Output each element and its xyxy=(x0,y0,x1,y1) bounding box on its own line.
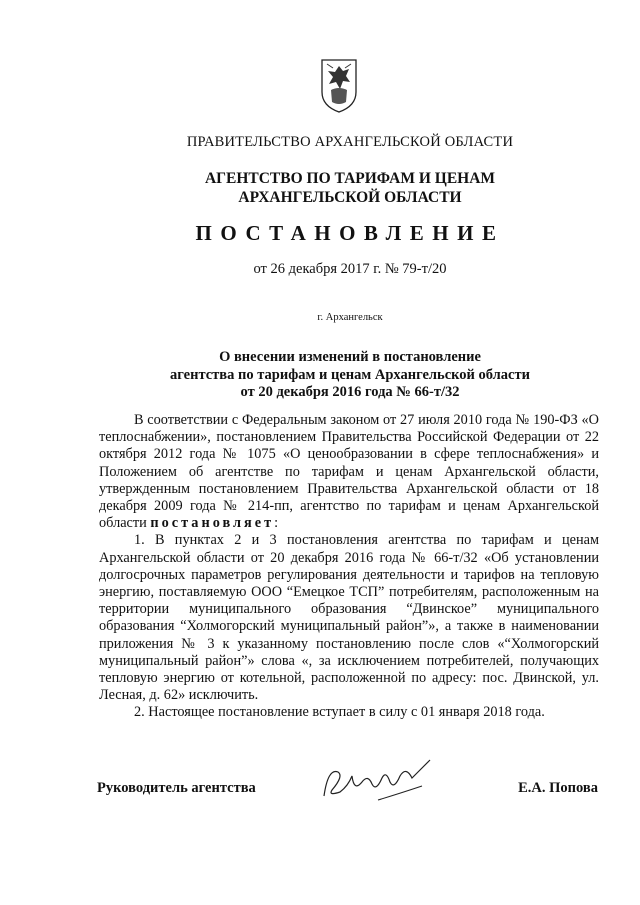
handwritten-signature-icon xyxy=(318,756,438,806)
document-body xyxy=(99,412,599,722)
document-type: ПОСТАНОВЛЕНИЕ xyxy=(195,221,505,245)
title-line: агентства по тарифам и ценам Архангельской области xyxy=(170,366,530,383)
city: г. Архангельск xyxy=(317,312,383,323)
signatory-role: Руководитель агентства xyxy=(97,780,256,796)
agency-line: АГЕНТСТВО ПО ТАРИФАМ И ЦЕНАМ xyxy=(204,170,496,187)
item-2-paragraph: 2. Настоящее постановление вступает в силу с 01 января 2018 года. xyxy=(134,704,545,721)
resolves-word: постановляет xyxy=(150,515,275,532)
preamble-text: В соответствии с Федеральным законом от 27 июля 2010 года № 190-ФЗ «О теплоснабжении», постановлением Правительства Российской Федерации от 22 октября 2012 года № 1075 «О ценообразовании в сфере теплоснабжения» и Положением об агентстве по тарифам и ценам Архангельской области, утвержденным постановлением Правительства Архангельской области от 18 декабря 2009 года № 214-пп, агентство по тарифам и ценам Архангельской области xyxy=(99,412,599,532)
title-line: О внесении изменений в постановление xyxy=(219,349,481,365)
item-1-paragraph: 1. В пунктах 2 и 3 постановления агентства по тарифам и ценам Архангельской области от 20 декабря 2016 года № 66-т/32 «Об установлении долгосрочных параметров регулирования деятельности и тарифов на тепловую энергию, поставляемую ООО “Емецкое ТСП” потребителям, расположенным на территории муниципального образования “Двинское” муниципального образования “Холмогорский муниципальный район”», а также в наименовании приложения № 3 к указанному постановлению после слов «“Холмогорский муниципальный район”» слова «, за исключением потребителей, получающих тепловую энергию от котельной, расположенной по адресу: пос. Двинской, ул. Лесная, д. 62» исключить. xyxy=(99,532,599,704)
agency-line: АРХАНГЕЛЬСКОЙ ОБЛАСТИ xyxy=(238,189,462,206)
coat-of-arms-icon xyxy=(319,58,359,114)
government-heading: ПРАВИТЕЛЬСТВО АРХАНГЕЛЬСКОЙ ОБЛАСТИ xyxy=(186,134,514,150)
resolves-colon: : xyxy=(274,515,279,532)
agency-heading xyxy=(60,169,640,207)
date-number: от 26 декабря 2017 г. № 79-т/20 xyxy=(253,261,447,277)
preamble-paragraph xyxy=(99,412,599,532)
signatory-name: Е.А. Попова xyxy=(518,780,598,796)
document-title xyxy=(60,349,640,402)
title-line: от 20 декабря 2016 года № 66-т/32 xyxy=(240,384,460,400)
